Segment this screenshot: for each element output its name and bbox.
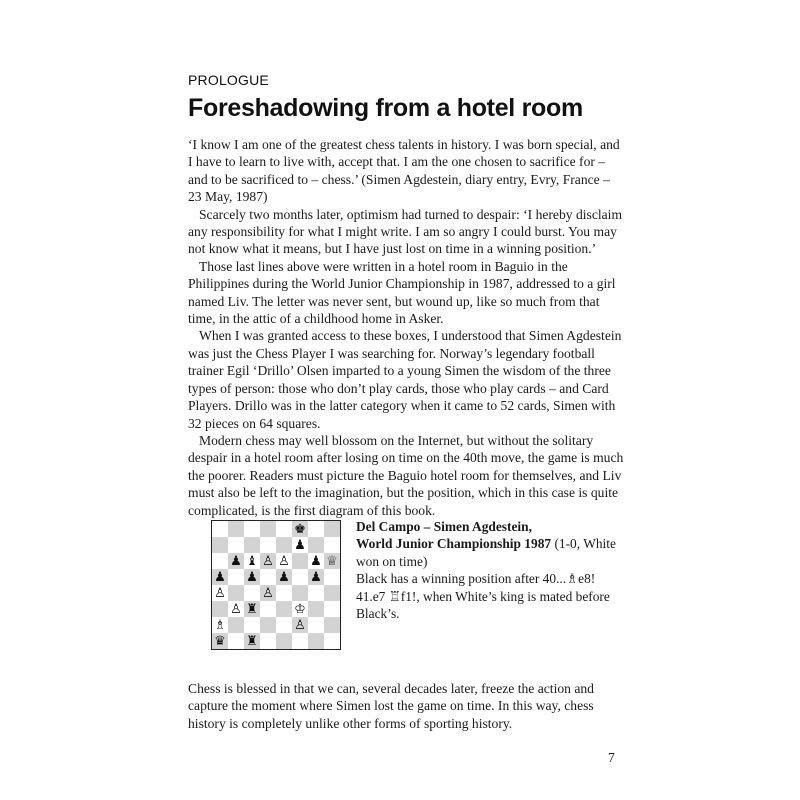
board-square-c3: ♜ xyxy=(244,601,260,617)
board-square-b4 xyxy=(228,585,244,601)
board-square-d8 xyxy=(260,521,276,537)
board-square-h2 xyxy=(324,617,340,633)
caption-note-line: 41.e7 ♖f1!, when White’s king is mated before xyxy=(356,588,610,604)
board-square-e1 xyxy=(276,633,292,649)
board-square-a7 xyxy=(212,537,228,553)
board-square-c7 xyxy=(244,537,260,553)
chess-diagram xyxy=(211,520,341,650)
board-square-g1 xyxy=(308,633,324,649)
board-square-d5 xyxy=(260,569,276,585)
board-square-h3 xyxy=(324,601,340,617)
board-square-a8 xyxy=(212,521,228,537)
paragraph: Chess is blessed in that we can, several decades later, freeze the action and capture the moment where Simen lost the game on time. In this way, chess history is completely unlike other forms of sporting history. xyxy=(188,681,594,731)
caption-note-line: Black has a winning position after 40...♗e8! xyxy=(356,571,596,587)
section-label: PROLOGUE xyxy=(188,72,269,88)
board-square-f8: ♚ xyxy=(292,521,308,537)
board-square-c1: ♜ xyxy=(244,633,260,649)
board-square-g6: ♟ xyxy=(308,553,324,569)
caption-players: Del Campo – Simen Agdestein, xyxy=(356,519,532,534)
board-square-g5: ♟ xyxy=(308,569,324,585)
board-square-c8 xyxy=(244,521,260,537)
board-square-d4: ♙ xyxy=(260,585,276,601)
board-square-d1 xyxy=(260,633,276,649)
board-square-g7 xyxy=(308,537,324,553)
board-square-g8 xyxy=(308,521,324,537)
board-square-d6: ♙ xyxy=(260,553,276,569)
board-square-b7 xyxy=(228,537,244,553)
board-square-e6: ♙ xyxy=(276,553,292,569)
board-square-h6: ♕ xyxy=(324,553,340,569)
board-square-a1: ♛ xyxy=(212,633,228,649)
caption-event: World Junior Championship 1987 xyxy=(356,536,552,552)
board-square-f1 xyxy=(292,633,308,649)
board-square-e5: ♟ xyxy=(276,569,292,585)
board-square-g4 xyxy=(308,585,324,601)
caption-result: (1-0, White xyxy=(551,536,616,552)
board-square-a2: ♗ xyxy=(212,617,228,633)
board-square-e7 xyxy=(276,537,292,553)
board-square-c5: ♟ xyxy=(244,569,260,585)
board-square-e2 xyxy=(276,617,292,633)
board-square-f6 xyxy=(292,553,308,569)
chapter-title: Foreshadowing from a hotel room xyxy=(188,94,583,122)
page-number: 7 xyxy=(608,750,615,765)
board-square-g3 xyxy=(308,601,324,617)
diagram-caption xyxy=(356,518,626,622)
board-square-h4 xyxy=(324,585,340,601)
board-square-d2 xyxy=(260,617,276,633)
paragraph: Those last lines above were written in a hotel room in Baguio in the Philippines during the World Junior Championship in 1987, addressed to a girl named Liv. The letter was never sent, but wound up, like so much from that time, in the attic of a childhood home in Asker. xyxy=(188,258,616,327)
caption-result-cont: won on time) xyxy=(356,553,428,569)
board-square-f3: ♔ xyxy=(292,601,308,617)
board-square-a5: ♟ xyxy=(212,569,228,585)
board-square-e8 xyxy=(276,521,292,537)
paragraph: Scarcely two months later, optimism had turned to despair: ‘I hereby disclaim any responsibility for what I might write. I am so angry I could burst. You may not know what it means, but I have just lost on time in a winning position.’ xyxy=(188,206,623,257)
board-square-f5 xyxy=(292,569,308,585)
board-square-h1 xyxy=(324,633,340,649)
board-square-b1 xyxy=(228,633,244,649)
board-square-c4 xyxy=(244,585,260,601)
board-square-f7: ♟ xyxy=(292,537,308,553)
board-square-e4 xyxy=(276,585,292,601)
caption-note-line: Black’s. xyxy=(356,606,400,622)
closing-text xyxy=(188,680,624,732)
board-square-c2 xyxy=(244,617,260,633)
board-square-f4 xyxy=(292,585,308,601)
board-square-h5 xyxy=(324,569,340,585)
paragraph: ‘I know I am one of the greatest chess talents in history. I was born special, and I have to learn to live with, accept that. I am the one chosen to sacrifice for – and to be sacrificed to – chess.’ (Simen Agdestein, diary entry, Evry, France – 23 May, 1987) xyxy=(188,137,620,205)
paragraph: Modern chess may well blossom on the Internet, but without the solitary despair in a hotel room after losing on time on the 40th move, the game is much the poorer. Readers must picture the Baguio hotel room for themselves, and Liv must also be left to the imagination, but the position, which in this case is quite complicated, is the first diagram of this book. xyxy=(188,432,624,518)
board-square-c6: ♝ xyxy=(244,553,260,569)
board-square-a6 xyxy=(212,553,228,569)
board-square-b8 xyxy=(228,521,244,537)
board-square-b5 xyxy=(228,569,244,585)
paragraph: When I was granted access to these boxes, I understood that Simen Agdestein was just the Chess Player I was searching for. Norway’s legendary football trainer Egil ‘Drillo’ Olsen imparted to a young Simen the wisdom of the three types of person: those who don’t play cards, those who play cards – and Card Players. Drillo was in the latter category when it came to 52 cards, Simen with 32 pieces on 64 squares. xyxy=(188,328,622,431)
board-square-h7 xyxy=(324,537,340,553)
board-square-g2 xyxy=(308,617,324,633)
board-square-d7 xyxy=(260,537,276,553)
board-square-e3 xyxy=(276,601,292,617)
board-square-a3 xyxy=(212,601,228,617)
board-square-h8 xyxy=(324,521,340,537)
board-square-a4: ♙ xyxy=(212,585,228,601)
board-square-d3 xyxy=(260,601,276,617)
board-square-b2 xyxy=(228,617,244,633)
board-square-b3: ♙ xyxy=(228,601,244,617)
board-square-f2: ♙ xyxy=(292,617,308,633)
body-text xyxy=(188,136,624,519)
board-square-b6: ♟ xyxy=(228,553,244,569)
